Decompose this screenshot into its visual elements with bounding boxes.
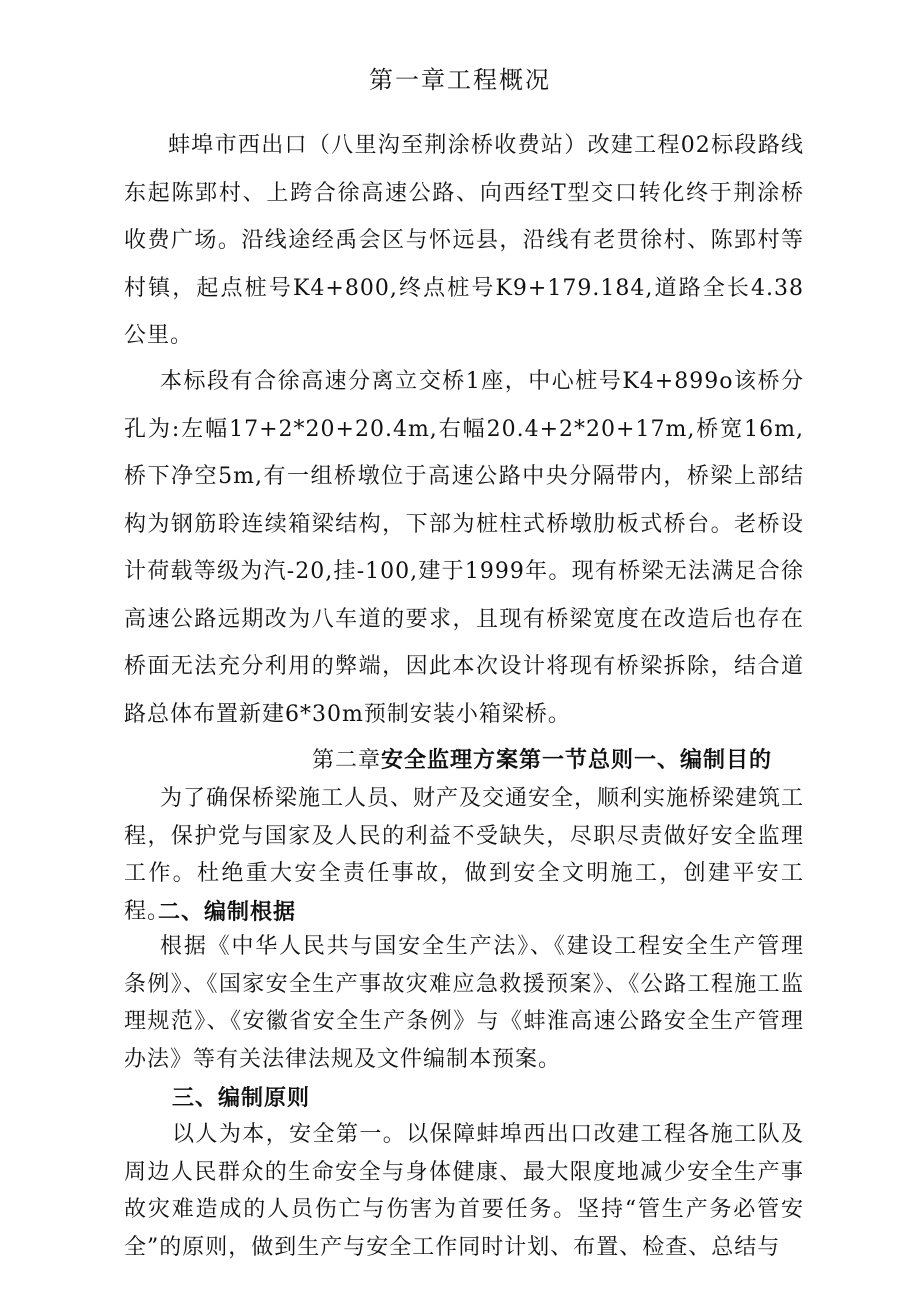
section-heading-basis: 二、编制根据 <box>158 899 297 925</box>
bridge-description-paragraph: 本标段有合徐高速分离立交桥1座，中心桩号K4+899o该桥分孔为:左幅17+2*20+20.4m,右幅20.4+2*20+17m,桥宽16m,桥下净空5m,有一组桥墩位于高速公路中央分隔带内，桥梁上部结构为钢筋聆连续箱梁结构，下部为桩柱式桥墩肋板式桥台。老桥设计荷载等级为汽-20,挂-100,建于1999年。现有桥梁无法满足合徐高速公路远期改为八车道的要求，且现有桥梁宽度在改造后也存在桥面无法充分利用的弊端，因此本次设计将现有桥梁拆除，结合道路总体布置新建6*30m预制安装小箱梁桥。 <box>124 369 804 727</box>
principles-paragraph: 以人为本，安全第一。以保障蚌埠西出口改建工程各施工队及周边人民群众的生命安全与身体健康、最大限度地减少安全生产事故灾难造成的人员伤亡与伤害为首要任务。坚持“管生产务必管安全”的原则，做到生产与安全工作同时计划、布置、检查、总结与 <box>124 1122 804 1260</box>
purpose-paragraph: 为了确保桥梁施工人员、财产及交通安全，顺利实施桥梁建筑工程，保护党与国家及人民的利益不受缺失，尽职尽责做好安全监理工作。杜绝重大安全责任事故，做到安全文明施工，创建平安工程。 <box>124 786 805 924</box>
chapter-2-bold-title: 安全监理方案第一节总则一、编制目的 <box>381 747 773 773</box>
basis-paragraph: 根据《中华人民共与国安全生产法》、《建设工程安全生产管理条例》、《国家安全生产事故灾难应急救援预案》、《公路工程施工监理规范》、《安徽省安全生产条例》与《蚌淮高速公路安全生产管理办法》等有关法律法规及文件编制本预案。 <box>124 934 804 1072</box>
section-heading-principles: 三、编制原则 <box>172 1085 311 1111</box>
chapter-2-prefix: 第二章 <box>312 748 382 773</box>
chapter-1-title: 第一章工程概况 <box>369 66 551 94</box>
chapter-2-heading <box>312 742 772 779</box>
project-overview-paragraph: 蚌埠市西出口（八里沟至荆涂桥收费站）改建工程02标段路线东起陈郢村、上跨合徐高速公路、向西经T型交口转化终于荆涂桥收费广场。沿线途经禹会区与怀远县，沿线有老贯徐村、陈郢村等村镇，起点桩号K4+800,终点桩号K9+179.184,道路全长4.38公里。 <box>124 133 804 348</box>
